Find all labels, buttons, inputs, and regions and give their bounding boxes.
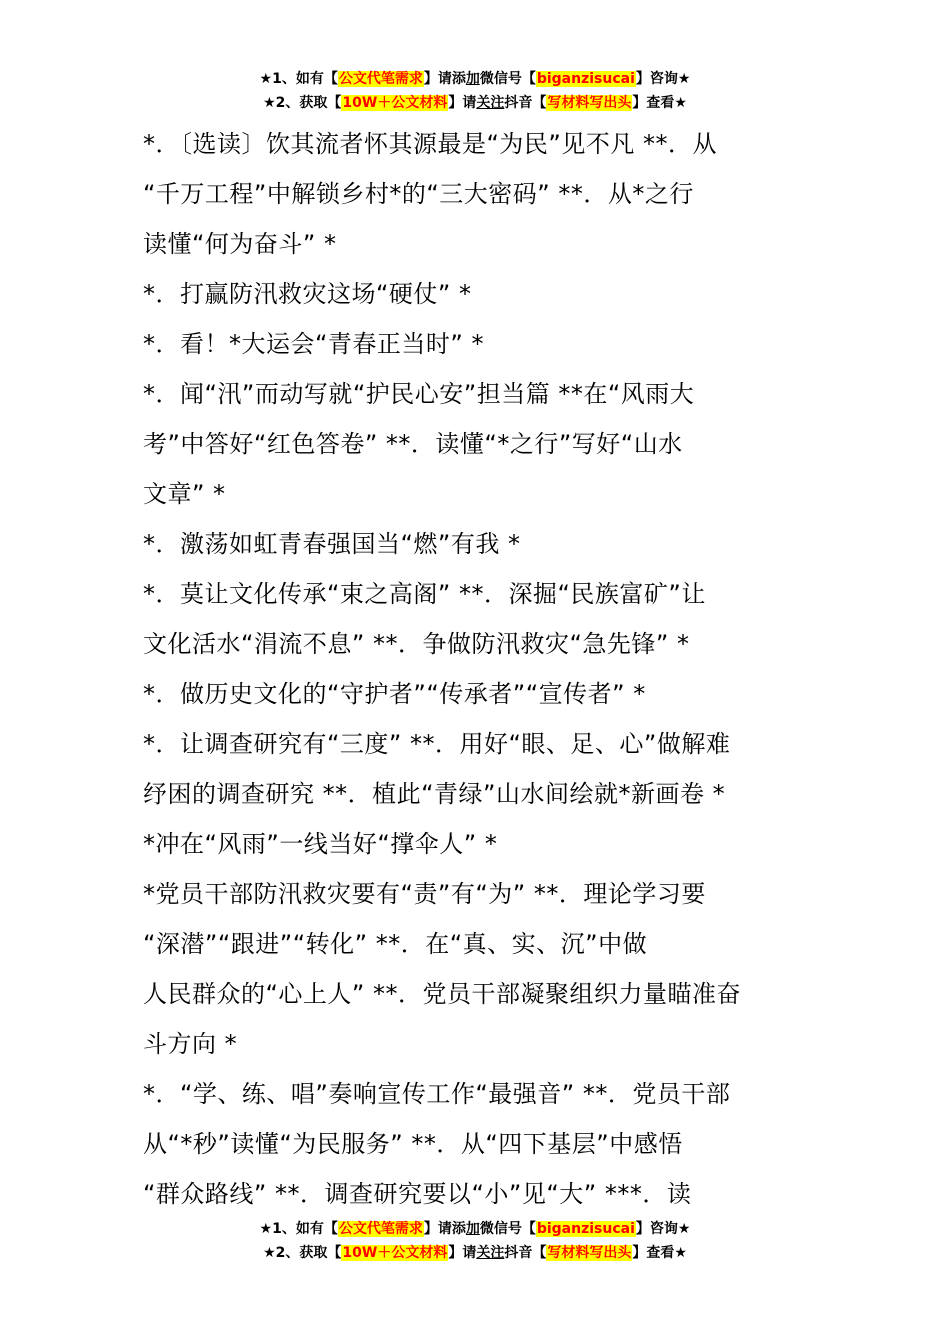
text-line: 考”中答好“红色答卷” **．读懂“*之行”写好“山水: [143, 430, 683, 458]
text-line: *．让调查研究有“三度” **．用好“眼、足、心”做解难: [143, 730, 731, 758]
text-line: 纾困的调查研究 **．植此“青绿”山水间绘就*新画卷 *: [143, 780, 726, 808]
banner-text: 】咨询★: [635, 71, 691, 87]
banner-text: 】查看★: [632, 1245, 687, 1261]
banner-underline: 关注: [476, 95, 505, 111]
banner-text: 抖音【: [504, 1245, 547, 1261]
text-line: 人民群众的“心上人” **．党员干部凝聚组织力量瞄准奋: [143, 980, 741, 1008]
text-line: *冲在“风雨”一线当好“撑伞人” *: [143, 830, 498, 858]
banner-text: 】请: [448, 95, 477, 111]
text-line: 读懂“何为奋斗” *: [143, 230, 337, 258]
banner-line-1: [0, 67, 950, 91]
text-line: 斗方向 *: [143, 1030, 238, 1058]
footer-banner: [0, 1217, 950, 1265]
banner-highlight: 写材料写出头: [547, 1245, 632, 1261]
banner-highlight: biganzisucai: [536, 71, 635, 87]
banner-underline: 加: [465, 1221, 480, 1237]
banner-line-2: [0, 1241, 950, 1265]
banner-text: 】请添: [423, 71, 466, 87]
banner-highlight: biganzisucai: [536, 1221, 635, 1237]
text-line: *党员干部防汛救灾要有“责”有“为” **．理论学习要: [143, 880, 706, 908]
text-line: *．打赢防汛救灾这场“硬仗” *: [143, 280, 472, 308]
banner-highlight: 公文代笔需求: [338, 71, 423, 87]
header-banner: [0, 67, 950, 115]
banner-highlight: 10W＋公文材料: [342, 95, 448, 111]
text-line: 文化活水“涓流不息” **．争做防汛救灾“急先锋” *: [143, 630, 690, 658]
banner-underline: 加: [465, 71, 480, 87]
banner-text: ★2、获取【: [263, 95, 342, 111]
banner-text: 】咨询★: [635, 1221, 691, 1237]
banner-line-2: [0, 91, 950, 115]
banner-text: ★1、如有【: [259, 71, 338, 87]
banner-text: 微信号【: [479, 1221, 536, 1237]
banner-highlight: 公文代笔需求: [338, 1221, 423, 1237]
text-line: *．做历史文化的“守护者”“传承者”“宣传者” *: [143, 680, 646, 708]
text-line: 从“*秒”读懂“为民服务” **．从“四下基层”中感悟: [143, 1130, 683, 1158]
banner-text: 抖音【: [504, 95, 547, 111]
banner-text: 微信号【: [479, 71, 536, 87]
document-body: [143, 119, 807, 1219]
banner-text: ★1、如有【: [259, 1221, 338, 1237]
text-line: *．“学、练、唱”奏响宣传工作“最强音” **．党员干部: [143, 1080, 731, 1108]
text-line: *．闻“汛”而动写就“护民心安”担当篇 **在“风雨大: [143, 380, 695, 408]
text-line: *．激荡如虹青春强国当“燃”有我 *: [143, 530, 521, 558]
banner-highlight: 10W＋公文材料: [342, 1245, 448, 1261]
text-line: “千万工程”中解锁乡村*的“三大密码” **．从*之行: [143, 180, 694, 208]
text-line: “群众路线” **．调查研究要以“小”见“大” ***．读: [143, 1180, 692, 1208]
text-line: “深潜”“跟进”“转化” **．在“真、实、沉”中做: [143, 930, 648, 958]
banner-underline: 关注: [476, 1245, 505, 1261]
banner-text: 】请: [448, 1245, 477, 1261]
banner-text: 】请添: [423, 1221, 466, 1237]
banner-text: 】查看★: [632, 95, 687, 111]
text-line: *．看！*大运会“青春正当时” *: [143, 330, 484, 358]
text-line: 文章” *: [143, 480, 226, 508]
banner-highlight: 写材料写出头: [547, 95, 632, 111]
banner-line-1: [0, 1217, 950, 1241]
text-line: *．莫让文化传承“束之高阁” **．深掘“民族富矿”让: [143, 580, 706, 608]
banner-text: ★2、获取【: [263, 1245, 342, 1261]
text-line: *．〔选读〕饮其流者怀其源最是“为民”见不凡 **．从: [143, 130, 717, 158]
